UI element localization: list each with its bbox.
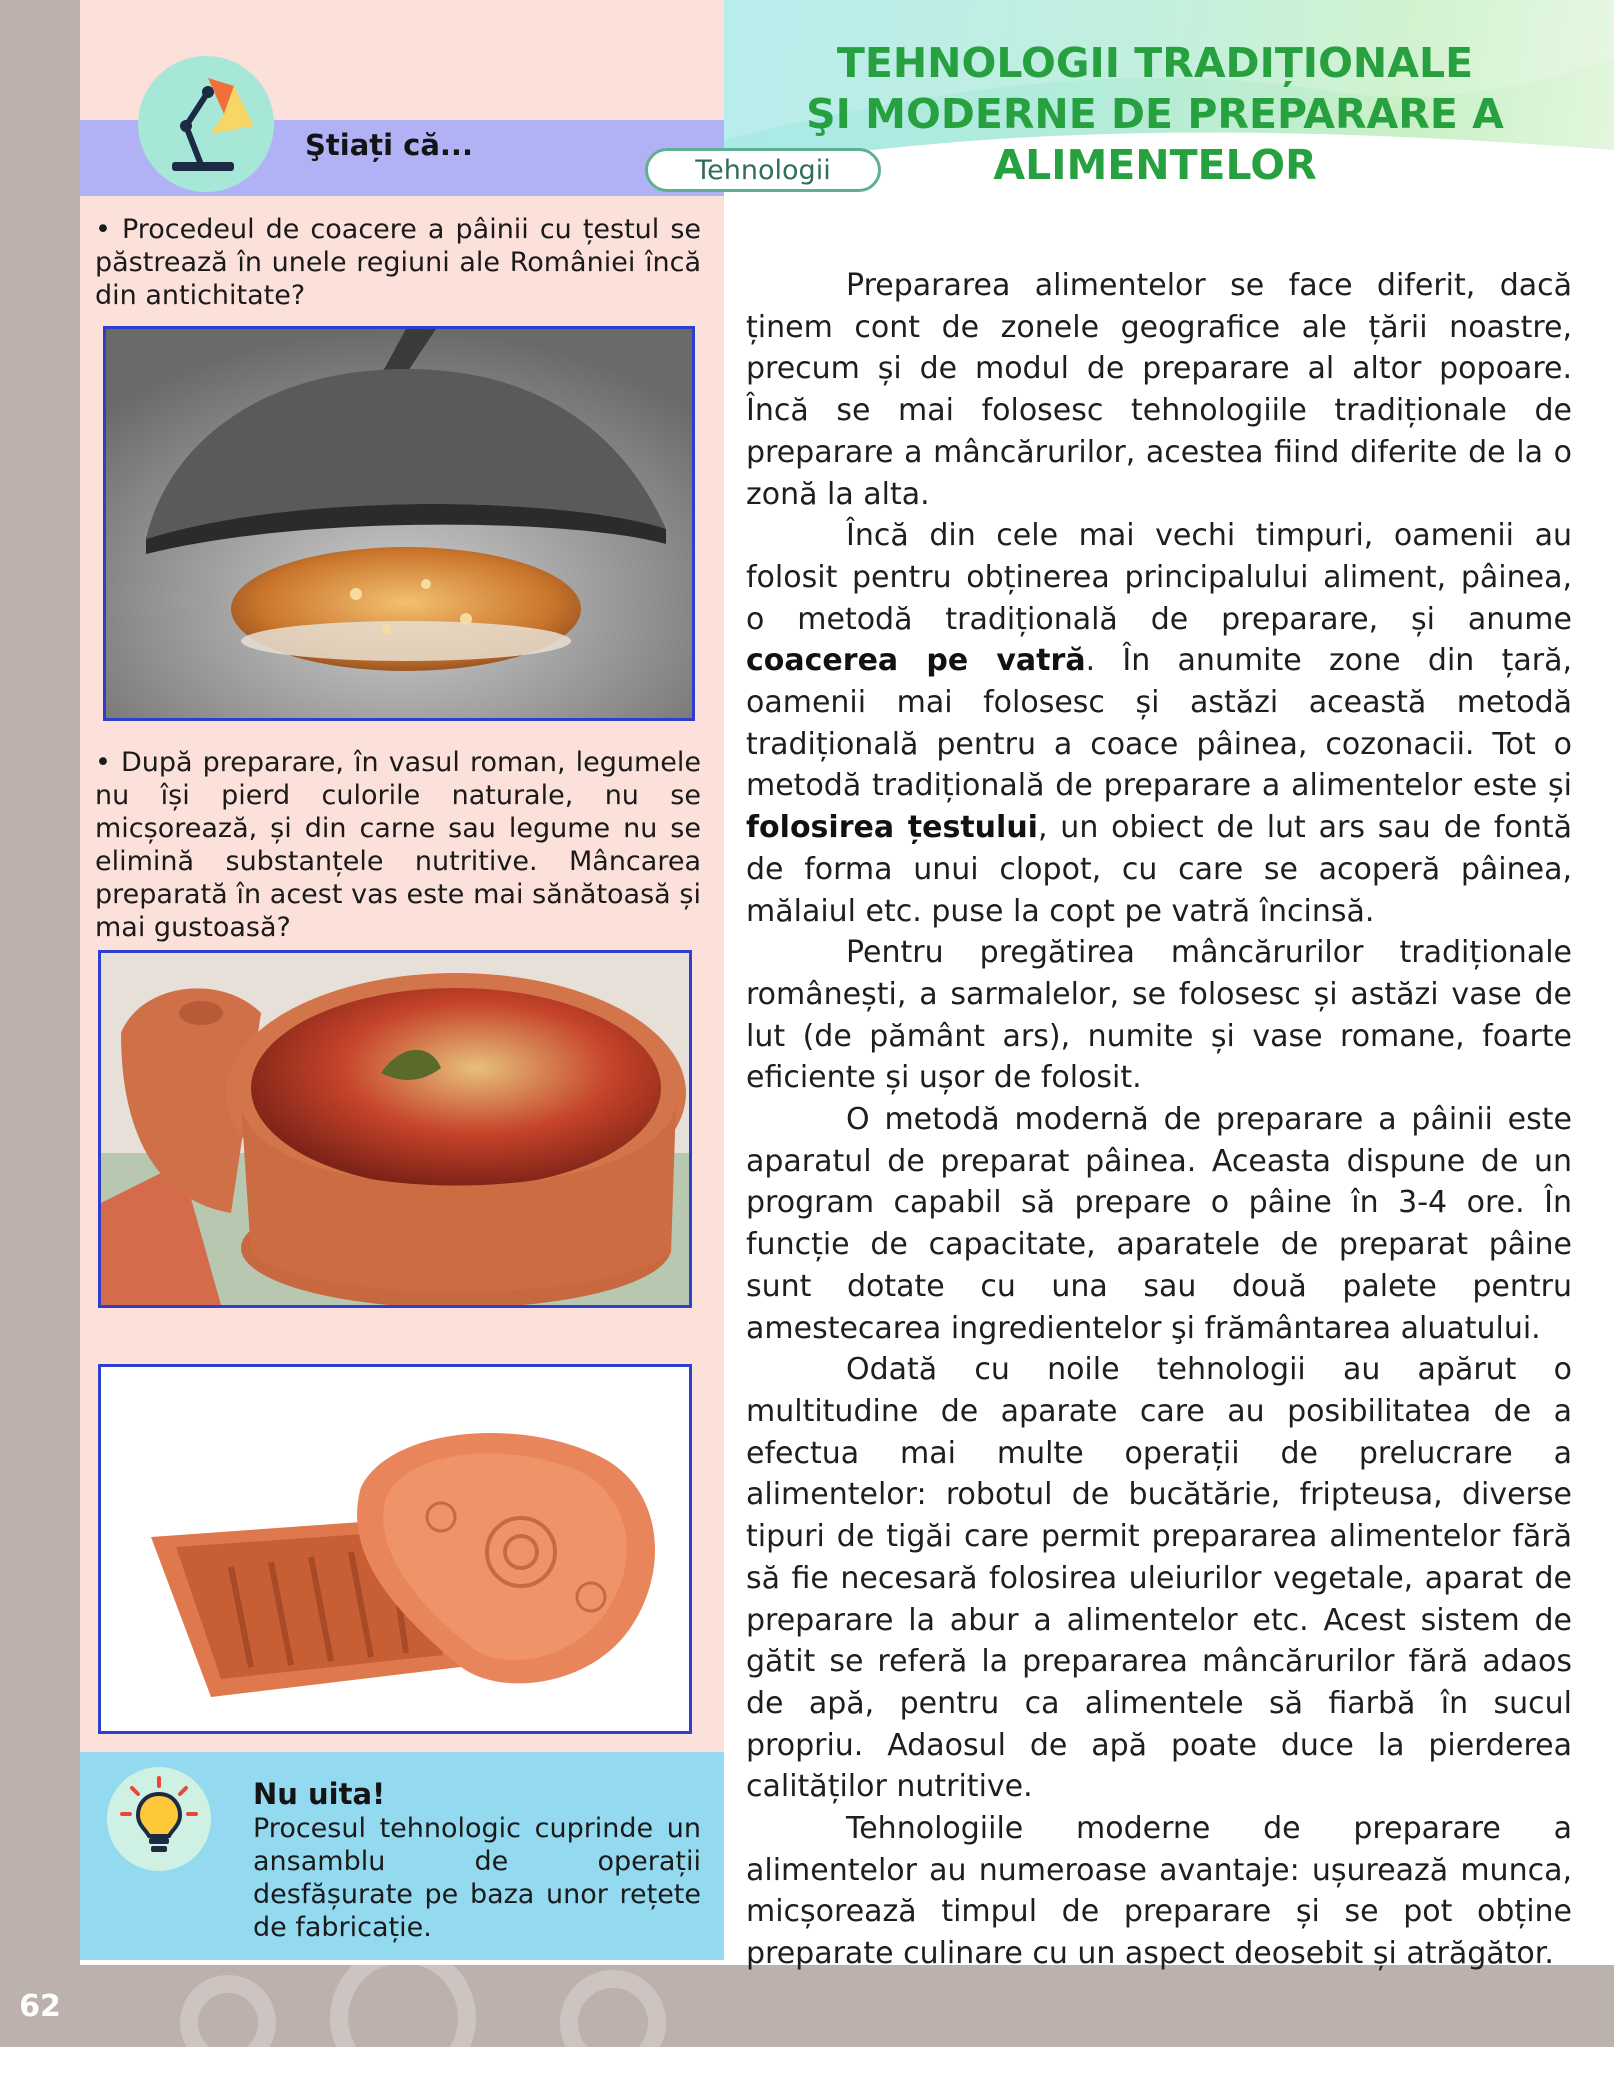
article-p2-part-c: , un obiect de lut ars sau de fontă de forma unui clopot, cu care se acoperă pâinea, mălaiul etc. puse la copt pe vatră încinsă. (746, 810, 1572, 929)
article-p2-bold-testului: folosirea țestului (746, 810, 1038, 846)
article-paragraph-4: O metodă modernă de preparare a pâinii este aparatul de preparat pâinea. Aceasta dispune de un program capabil să prepare o pâine în 3-4 ore. În funcție de capacitate, aparatele de preparat pâine sunt dotate cu una sau două palete pentru amestecarea ingredientelor şi frământarea aluatului. (746, 1102, 1572, 1346)
page-title (790, 38, 1520, 191)
article-paragraph-3: Pentru pregătirea mâncărurilor tradiționale românești, a sarmalelor, se folosesc și astăzi vase de lut (de pământ ars), numite și vase romane, foarte eficiente și ușor de folosit. (746, 935, 1572, 1096)
stiati-title: Ştiați că... (305, 128, 473, 162)
left-margin-band (0, 0, 80, 1965)
page-title-line-2: ŞI MODERNE DE PREPARARE A (806, 90, 1504, 138)
sidebar-bullet-1 (95, 213, 701, 312)
page-number: 62 (19, 1988, 61, 2024)
article-paragraph-5: Odată cu noile tehnologii au apărut o multitudine de aparate care au posibilitatea de a efectua mai multe operații de prelucrare a alimentelor: robotul de bucătărie, fripteusa, diverse tipuri de tigăi care permit prepararea alimentelor fără să fie necesară folosirea uleiurilor vegetale, aparat de preparare la abur a alimentelor etc. Acest sistem de gătit se referă la prepararea mâncărurilor fără adaos de apă, pentru ca alimentele să fiarbă în sucul propriu. Adaosul de apă poate duce la pierderea calităților nutritive. (746, 1352, 1572, 1805)
page-title-line-1: TEHNOLOGII TRADIȚIONALE (836, 39, 1474, 87)
bread-test-illustration (106, 329, 692, 718)
article-paragraph-2 (746, 515, 1572, 932)
desk-lamp-icon (150, 68, 262, 180)
nu-uita-title: Nu uita! (253, 1777, 386, 1811)
photo-roman-pot-empty (98, 1364, 692, 1734)
roman-pot-empty-illustration (101, 1367, 689, 1731)
photo-roman-pot-food (98, 950, 692, 1308)
light-bulb-icon (112, 1772, 206, 1866)
roman-pot-food-illustration (101, 953, 689, 1305)
bottom-margin-band (0, 1965, 1614, 2047)
nu-uita-body: Procesul tehnologic cuprinde un ansamblu de operații desfășurate pe baza unor rețete de fabricație. (253, 1813, 701, 1943)
sidebar-bullet-2 (95, 746, 701, 944)
tehnologii-tag: Tehnologii (645, 148, 881, 192)
article-p2-bold-coacerea: coacerea pe vatră (746, 643, 1086, 679)
sidebar-bullet-1-text: • Procedeul de coacere a pâinii cu țestul se păstrează în unele regiuni ale României încă din antichitate? (95, 214, 701, 311)
sidebar-bullet-2-text: • După preparare, în vasul roman, legumele nu își pierd culorile naturale, nu se micșorează, și din carne sau legume nu se elimină substanțele nutritive. Mâncarea preparată în acest vas este mai sănătoasă și mai gustoasă? (95, 747, 701, 943)
page-title-line-3: ALIMENTELOR (993, 141, 1317, 189)
photo-bread-test (103, 326, 695, 721)
article-p2-part-a: Încă din cele mai vechi timpuri, oamenii au folosit pentru obținerea principalului aliment, pâinea, o metodă tradițională de preparare, și anume (746, 518, 1572, 637)
article-body (746, 265, 1572, 1975)
article-p2-part-b: . În anumite zone din țară, oamenii mai folosesc și astăzi această metodă tradițională pentru a coace pâinea, cozonacii. Tot o metodă tradițională de preparare a alimentelor este și (746, 643, 1572, 804)
article-paragraph-6: Tehnologiile moderne de preparare a alimentelor au numeroase avantaje: ușurează munca, micșorează timpul de preparare și se pot obține preparate culinare cu un aspect deosebit și atrăgător. (746, 1811, 1572, 1972)
article-paragraph-1: Prepararea alimentelor se face diferit, dacă ținem cont de zonele geografice ale țării noastre, precum și de modul de preparare al altor popoare. Încă se mai folosesc tehnologiile tradiționale de preparare a mâncărurilor, acestea fiind diferite de la o zonă la alta. (746, 268, 1572, 512)
